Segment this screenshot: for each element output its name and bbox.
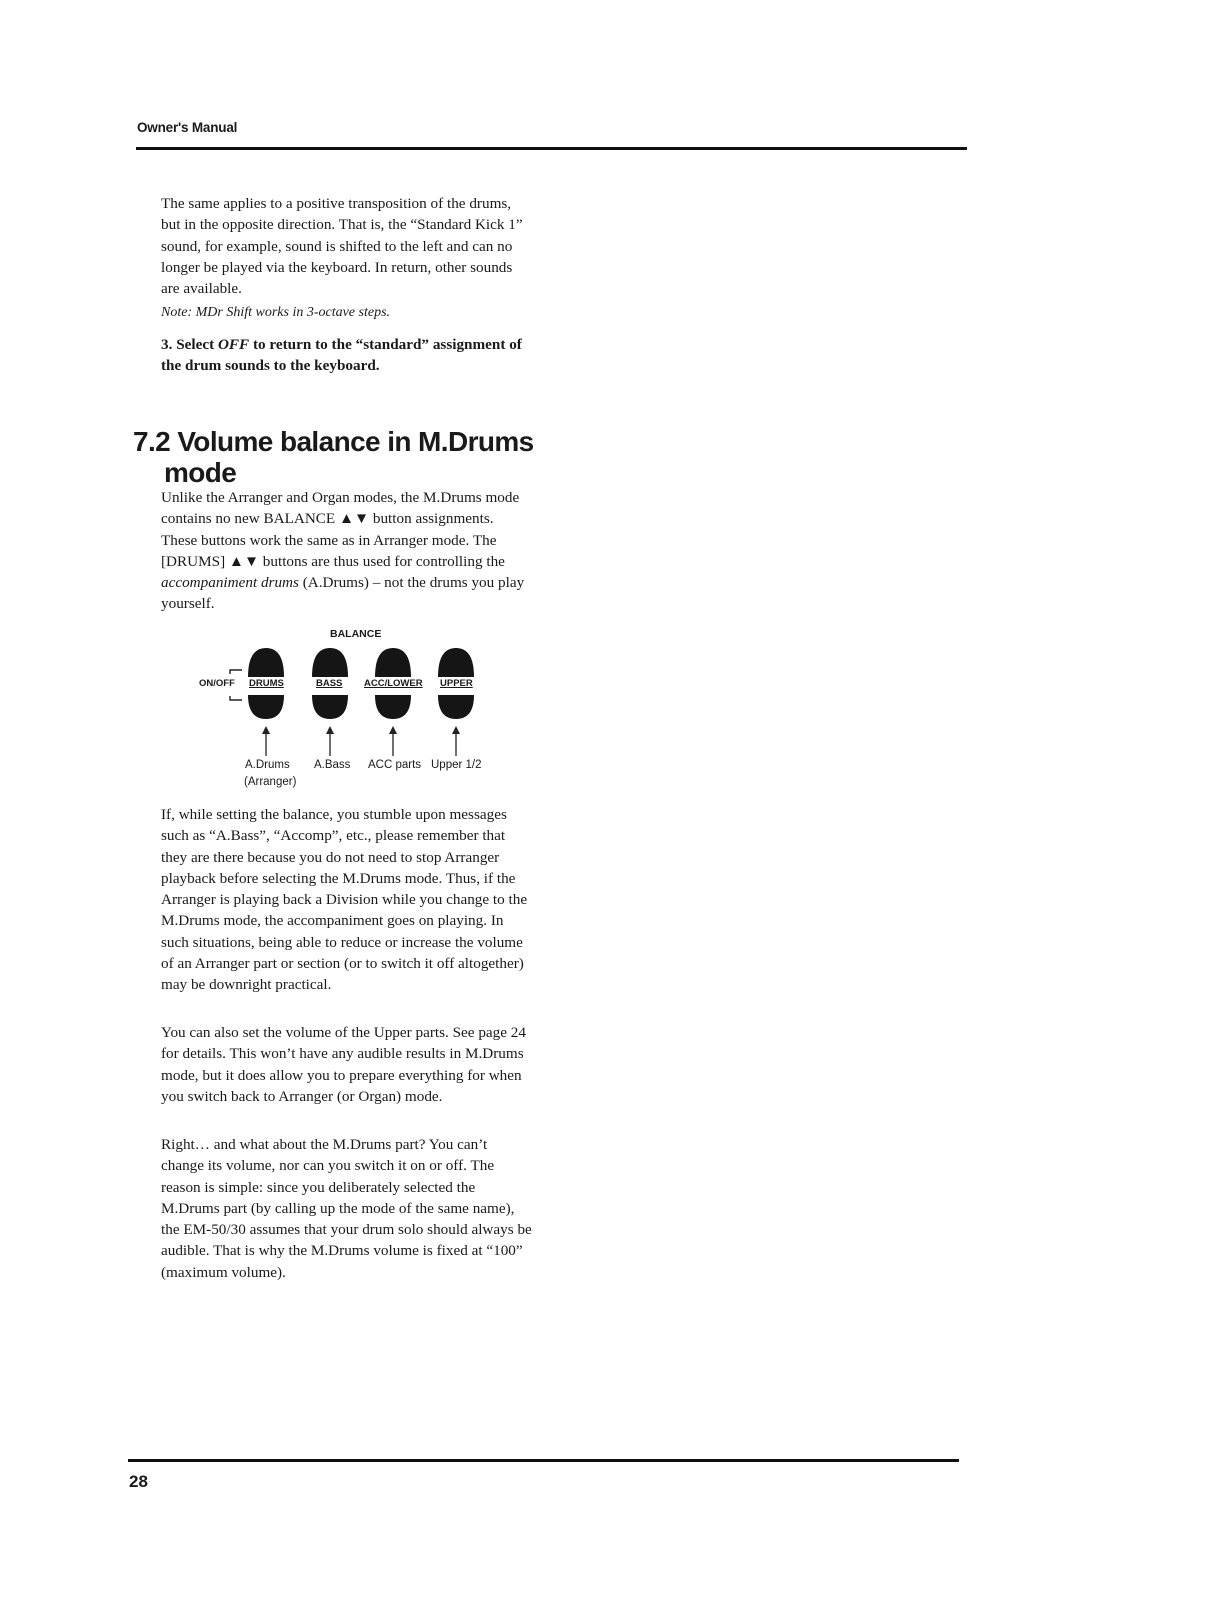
running-header: Owner's Manual xyxy=(137,120,238,135)
body-paragraph-1-text: If, while setting the balance, you stumble upon messages such as “A.Bass”, “Accomp”, etc., please remember that they are there because you do not need to stop Arranger playback before selecting the M.Drums mode. Thus, if the Arranger is playing back a Division while you change to the M.Drums mode, the accompaniment goes on playing. In such situations, being able to reduce or increase the volume of an Arranger part or section (or to switch it off altogether) may be downright practical. xyxy=(161,806,528,994)
section-intro-part2: (A.Drums) – not the drums you play yourself. xyxy=(161,574,525,613)
arrowhead-upper xyxy=(452,726,460,734)
section-heading xyxy=(133,426,553,488)
body-paragraph-3 xyxy=(161,1134,533,1283)
header-rule xyxy=(136,147,967,150)
drums-down-button xyxy=(248,695,284,719)
note xyxy=(161,302,533,323)
section-intro-emphasis: accompaniment drums xyxy=(161,574,299,592)
arrowhead-bass xyxy=(326,726,334,734)
step-3-text xyxy=(161,334,533,377)
body-paragraph-1 xyxy=(161,804,533,996)
onoff-bracket-top xyxy=(230,670,242,674)
step-3-prefix: 3. Select xyxy=(161,336,218,353)
caption-abass: A.Bass xyxy=(314,759,351,771)
acc-lower-up-button xyxy=(375,648,411,677)
footer-rule xyxy=(128,1459,959,1462)
section-intro-text xyxy=(161,487,533,615)
section-intro-paragraph xyxy=(161,487,533,615)
section-title-line1: Volume balance in M.Drums xyxy=(177,426,534,457)
acc-lower-button-label: ACC/LOWER xyxy=(364,678,423,689)
balance-diagram xyxy=(190,622,510,797)
acc-lower-down-button xyxy=(375,695,411,719)
upper-down-button xyxy=(438,695,474,719)
section-title-line2: mode xyxy=(164,457,237,488)
step-3-emphasis: OFF xyxy=(217,336,250,353)
section-intro-part1: Unlike the Arranger and Organ modes, the M.Drums mode contains no new BALANCE ▲▼ button assignments. These buttons work the same as in Arranger mode. The [DRUMS] ▲▼ buttons are thus used for controlling the xyxy=(161,489,520,570)
intro-paragraph-text: The same applies to a positive transposition of the drums, but in the opposite direction. That is, the “Standard Kick 1” sound, for example, sound is shifted to the left and can no longer be played via the keyboard. In return, other sounds are available. xyxy=(161,195,523,298)
onoff-label: ON/OFF xyxy=(199,678,235,689)
bass-button-label: BASS xyxy=(316,678,343,689)
body-paragraph-2-text: You can also set the volume of the Upper parts. See page 24 for details. This won’t have any audible results in M.Drums mode, but it does allow you to prepare everything for when you switch back to Arranger (or Organ) mode. xyxy=(161,1024,526,1105)
caption-upper: Upper 1/2 xyxy=(431,759,482,771)
step-3 xyxy=(161,334,533,377)
body-paragraph-3-text: Right… and what about the M.Drums part? You can’t change its volume, nor can you switch it on or off. The reason is simple: since you deliberately selected the M.Drums part (by calling up the mode of the same name), the EM-50/30 assumes that your drum solo should always be audible. That is why the M.Drums volume is fixed at “100” (maximum volume). xyxy=(161,1136,532,1281)
caption-arranger: (Arranger) xyxy=(244,776,297,788)
drums-button-label: DRUMS xyxy=(249,678,284,689)
upper-up-button xyxy=(438,648,474,677)
arrowhead-drums xyxy=(262,726,270,734)
section-number: 7.2 xyxy=(133,426,171,457)
caption-adrums: A.Drums xyxy=(245,759,290,771)
intro-paragraph xyxy=(161,193,533,299)
page-number: 28 xyxy=(129,1472,148,1491)
onoff-bracket-bottom xyxy=(230,696,242,700)
balance-title: BALANCE xyxy=(330,628,382,640)
bass-down-button xyxy=(312,695,348,719)
caption-acc-parts: ACC parts xyxy=(368,759,422,771)
body-paragraph-2 xyxy=(161,1022,533,1107)
drums-up-button xyxy=(248,648,284,677)
note-text: Note: MDr Shift works in 3-octave steps. xyxy=(161,305,391,320)
arrowhead-acc xyxy=(389,726,397,734)
step-3-rest: to return to the “standard” assignment of the drum sounds to the keyboard. xyxy=(161,336,522,375)
upper-button-label: UPPER xyxy=(440,678,473,689)
bass-up-button xyxy=(312,648,348,677)
